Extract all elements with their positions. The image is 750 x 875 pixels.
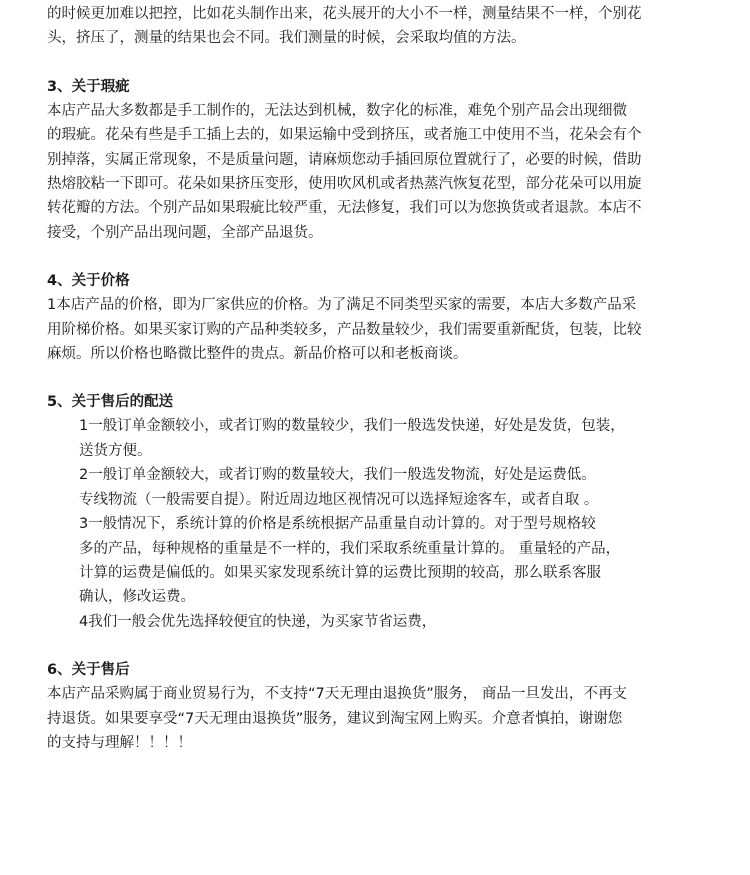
section-line: 专线物流（一般需要自提）。附近周边地区视情况可以选择短途客车，或者自取 。 — [79, 491, 599, 508]
section-price — [47, 269, 707, 366]
section-line: 确认，修改运费。 — [79, 589, 195, 606]
section-line: 多的产品，每种规格的重量是不一样的，我们采取系统重量计算的。 重量轻的产品， — [79, 540, 621, 557]
section-line: 的瑕疵。花朵有些是手工插上去的，如果运输中受到挤压，或者施工中使用不当，花朵会有个 — [47, 127, 642, 144]
section-defects — [47, 75, 707, 245]
section-line: 的支持与理解！！！！ — [47, 734, 192, 751]
spacer — [47, 634, 707, 658]
section-heading: 5、关于售后的配送 — [47, 394, 174, 411]
section-heading: 6、关于售后 — [47, 662, 130, 679]
intro-paragraph — [47, 2, 707, 51]
section-line: 别掉落，实属正常现象，不是质量问题，请麻烦您动手插回原位置就行了，必要的时候，借助 — [47, 151, 642, 168]
section-line: 计算的运费是偏低的。如果买家发现系统计算的运费比预期的较高，那么联系客服 — [79, 564, 601, 581]
section-line: 3一般情况下，系统计算的价格是系统根据产品重量自动计算的。对于型号规格较 — [79, 516, 596, 533]
spacer — [47, 51, 707, 75]
section-line: 热熔胶粘一下即可。花朵如果挤压变形，使用吹风机或者热蒸汽恢复花型，部分花朵可以用旋 — [47, 176, 642, 193]
section-heading: 4、关于价格 — [47, 273, 130, 290]
section-line: 持退货。如果要享受“7天无理由退换货”服务，建议到淘宝网上购买。介意者慎拍，谢谢您 — [47, 710, 623, 727]
policy-document — [47, 0, 707, 755]
section-delivery — [47, 390, 707, 634]
intro-line: 的时候更加难以把控，比如花头制作出来，花头展开的大小不一样，测量结果不一样，个别花 — [47, 6, 642, 22]
section-line: 2一般订单金额较大，或者订购的数量较大，我们一般选发物流，好处是运费低。 — [79, 467, 596, 484]
section-line: 转花瓣的方法。个别产品如果瑕疵比较严重，无法修复，我们可以为您换货或者退款。本店不 — [47, 200, 642, 217]
section-line: 用阶梯价格。如果买家订购的产品种类较多，产品数量较少，我们需要重新配货，包装，比较 — [47, 321, 642, 338]
section-line: 4我们一般会优先选择较便宜的快递，为买家节省运费， — [79, 613, 437, 630]
section-line: 本店产品采购属于商业贸易行为，不支持“7天无理由退换货”服务， 商品一旦发出，不再支 — [47, 686, 627, 703]
section-line: 接受，个别产品出现问题，全部产品退货。 — [47, 224, 323, 241]
section-line: 送货方便。 — [79, 442, 152, 459]
intro-line: 头，挤压了，测量的结果也会不同。我们测量的时候，会采取均值的方法。 — [47, 30, 526, 47]
section-line: 麻烦。所以价格也略微比整件的贵点。新品价格可以和老板商谈。 — [47, 346, 468, 363]
section-line: 1一般订单金额较小，或者订购的数量较少，我们一般选发快递，好处是发货，包装， — [79, 418, 625, 435]
section-line: 本店产品大多数都是手工制作的，无法达到机械，数字化的标准，难免个别产品会出现细微 — [47, 102, 627, 119]
section-heading: 3、关于瑕疵 — [47, 78, 130, 95]
section-line: 1本店产品的价格，即为厂家供应的价格。为了满足不同类型买家的需要，本店大多数产品采 — [47, 297, 637, 314]
spacer — [47, 245, 707, 269]
section-after-sales — [47, 658, 707, 755]
spacer — [47, 366, 707, 390]
delivery-items — [47, 414, 699, 634]
